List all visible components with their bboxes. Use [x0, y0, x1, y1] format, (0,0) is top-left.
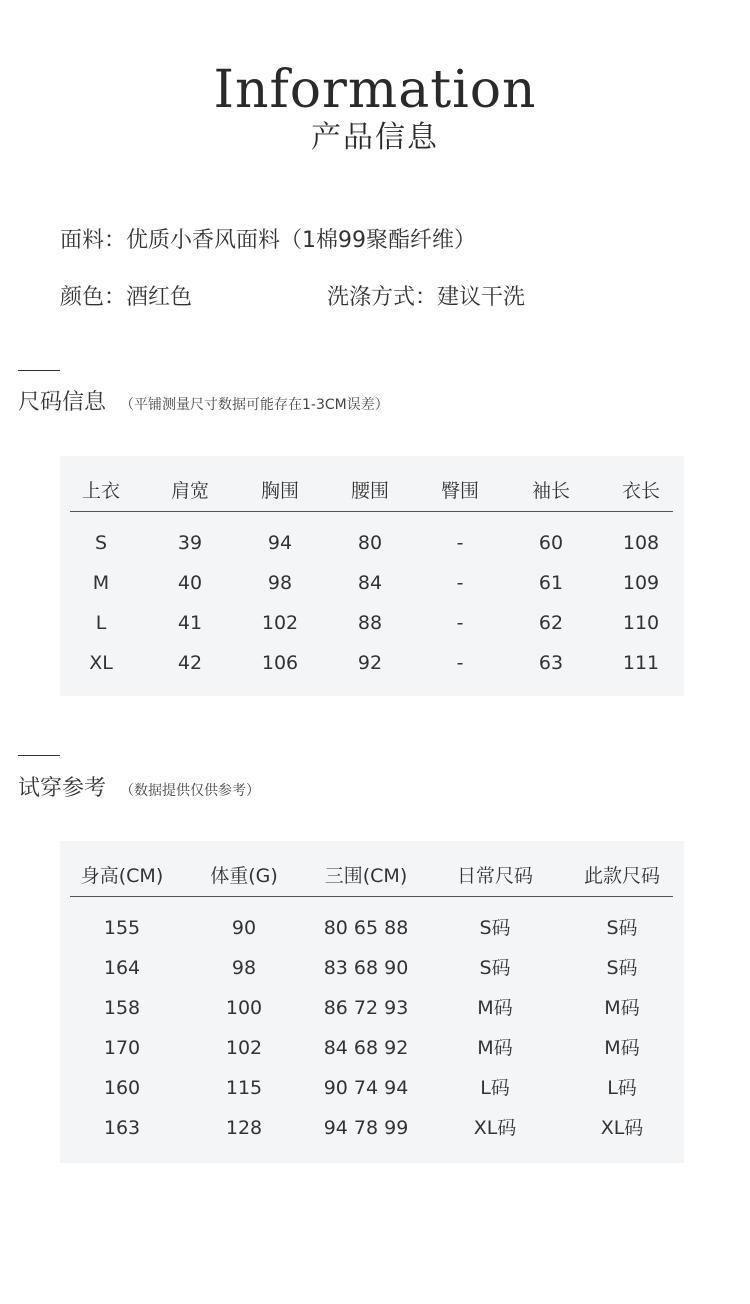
- fit-table: [60, 841, 684, 1163]
- table-cell: -: [456, 652, 464, 674]
- table-cell: 128: [225, 1117, 263, 1139]
- table-cell: S码: [479, 917, 511, 939]
- fit-table-header-line: [70, 896, 673, 897]
- table-cell: 106: [261, 652, 299, 674]
- table-cell: XL: [89, 652, 113, 674]
- table-cell: M: [92, 572, 110, 594]
- fit-section-note: （数据提供仅供参考）: [120, 783, 261, 799]
- table-row: [70, 1028, 673, 1068]
- table-cell: 80 65 88: [323, 917, 409, 939]
- table-cell: 84 68 92: [323, 1037, 409, 1059]
- size-table-header-line: [70, 511, 673, 512]
- table-row: [70, 1108, 673, 1148]
- table-cell: S码: [479, 957, 511, 979]
- table-cell: 80: [357, 532, 383, 554]
- fit-section-heading: [18, 774, 260, 806]
- fit-section-divider: [18, 755, 60, 756]
- size-table-header: [70, 471, 673, 511]
- table-row: [70, 523, 673, 563]
- table-cell: 94 78 99: [323, 1117, 409, 1139]
- table-cell: M码: [477, 1037, 513, 1059]
- size-section-divider: [18, 370, 60, 371]
- table-cell: L: [95, 612, 107, 634]
- table-cell: 63: [538, 652, 564, 674]
- table-cell: 111: [622, 652, 660, 674]
- table-cell: 170: [103, 1037, 141, 1059]
- table-cell: -: [456, 612, 464, 634]
- table-cell: 98: [231, 957, 257, 979]
- table-cell: 83 68 90: [323, 957, 409, 979]
- column-header: 臀围: [440, 480, 479, 502]
- table-row: [70, 603, 673, 643]
- column-header: 肩宽: [170, 480, 209, 502]
- table-cell: 115: [225, 1077, 263, 1099]
- table-cell: S码: [606, 957, 638, 979]
- table-cell: 90: [231, 917, 257, 939]
- column-header: 胸围: [260, 480, 299, 502]
- table-cell: 160: [103, 1077, 141, 1099]
- table-cell: S码: [606, 917, 638, 939]
- table-cell: 102: [261, 612, 299, 634]
- table-cell: 164: [103, 957, 141, 979]
- table-cell: 163: [103, 1117, 141, 1139]
- table-cell: 62: [538, 612, 564, 634]
- column-header: 体重(G): [210, 865, 278, 887]
- table-cell: 92: [357, 652, 383, 674]
- fit-section-title: 试穿参考: [18, 776, 107, 801]
- table-cell: 88: [357, 612, 383, 634]
- size-section-title: 尺码信息: [18, 390, 107, 415]
- table-cell: 42: [177, 652, 203, 674]
- table-cell: 102: [225, 1037, 263, 1059]
- page-title-english: Information: [213, 60, 537, 120]
- wash-info: 洗涤方式：建议干洗: [327, 285, 526, 310]
- column-header: 腰围: [350, 480, 389, 502]
- column-header: 袖长: [531, 480, 570, 502]
- fit-table-header: [70, 856, 673, 896]
- fabric-info: 面料：优质小香风面料（1棉99聚酯纤维）: [60, 228, 476, 253]
- column-header: 身高(CM): [80, 865, 164, 887]
- table-row: [70, 948, 673, 988]
- table-cell: 158: [103, 997, 141, 1019]
- table-row: [70, 563, 673, 603]
- table-cell: 61: [538, 572, 564, 594]
- table-cell: 98: [267, 572, 293, 594]
- table-cell: 90 74 94: [323, 1077, 409, 1099]
- size-section-heading: [18, 388, 389, 420]
- table-cell: S: [94, 532, 108, 554]
- table-cell: L码: [480, 1077, 510, 1099]
- table-cell: 109: [622, 572, 660, 594]
- table-cell: M码: [477, 997, 513, 1019]
- table-cell: M码: [604, 997, 640, 1019]
- color-info: 颜色：酒红色: [60, 285, 193, 310]
- table-cell: 84: [357, 572, 383, 594]
- table-cell: XL码: [600, 1117, 644, 1139]
- table-cell: 39: [177, 532, 203, 554]
- table-row: [70, 1068, 673, 1108]
- table-row: [70, 988, 673, 1028]
- table-cell: -: [456, 532, 464, 554]
- table-cell: 40: [177, 572, 203, 594]
- table-cell: 41: [177, 612, 203, 634]
- table-cell: 94: [267, 532, 293, 554]
- column-header: 上衣: [81, 480, 120, 502]
- column-header: 日常尺码: [456, 865, 533, 887]
- table-cell: 86 72 93: [323, 997, 409, 1019]
- size-section-note: （平铺测量尺寸数据可能存在1-3CM误差）: [120, 397, 389, 413]
- column-header: 三围(CM): [324, 865, 408, 887]
- table-cell: L码: [607, 1077, 637, 1099]
- column-header: 此款尺码: [583, 865, 660, 887]
- table-row: [70, 908, 673, 948]
- table-row: [70, 643, 673, 683]
- table-cell: -: [456, 572, 464, 594]
- table-cell: XL码: [473, 1117, 517, 1139]
- column-header: 衣长: [621, 480, 660, 502]
- table-cell: 110: [622, 612, 660, 634]
- page-title-chinese: 产品信息: [311, 120, 439, 155]
- size-table: [60, 456, 684, 696]
- table-cell: 60: [538, 532, 564, 554]
- table-cell: 108: [622, 532, 660, 554]
- table-cell: M码: [604, 1037, 640, 1059]
- table-cell: 155: [103, 917, 141, 939]
- table-cell: 100: [225, 997, 263, 1019]
